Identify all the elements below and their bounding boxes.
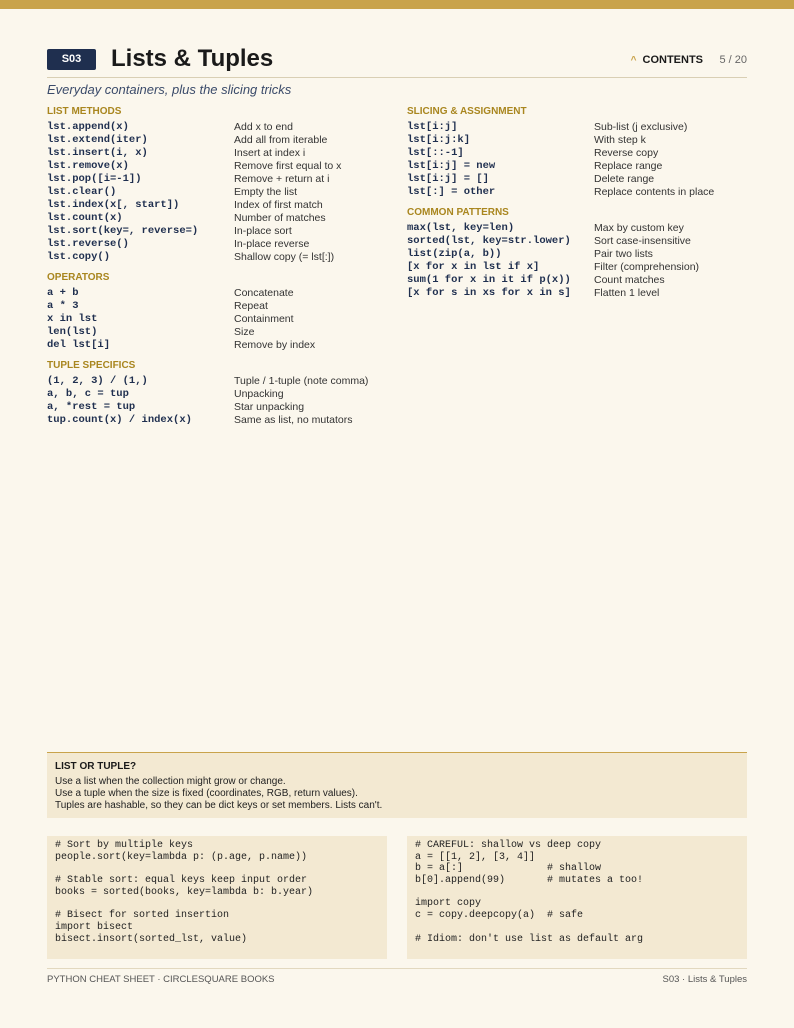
code-description: Number of matches: [234, 212, 326, 224]
code-line: # Bisect for sorted insertion: [55, 910, 230, 922]
code-snippet: lst.index(x[, start]): [47, 199, 180, 211]
reference-row: [47, 313, 387, 326]
reference-row: [47, 375, 387, 388]
reference-row: [47, 134, 387, 147]
reference-row: [47, 300, 387, 313]
reference-row: [407, 248, 747, 261]
reference-row: [407, 261, 747, 274]
code-example-right: [407, 836, 747, 959]
code-line: c = copy.deepcopy(a) # safe: [415, 910, 584, 922]
code-description: Empty the list: [234, 186, 298, 198]
code-line: [55, 863, 379, 875]
code-description: Size: [234, 326, 255, 338]
code-snippet: a, b, c = tup: [47, 388, 129, 400]
code-snippet: x in lst: [47, 313, 98, 325]
code-description: Reverse copy: [594, 147, 659, 159]
code-snippet: [x for s in xs for x in s]: [407, 287, 571, 299]
section-heading: TUPLE SPECIFICS: [47, 360, 136, 371]
section-badge: S03: [47, 49, 96, 70]
code-description: Unpacking: [234, 388, 284, 400]
code-snippet: lst[i:j] = new: [407, 160, 496, 172]
code-snippet: sorted(lst, key=str.lower): [407, 235, 571, 247]
page-number: 5 / 20: [719, 54, 747, 66]
page-footer: [47, 968, 747, 988]
code-line: [415, 887, 739, 899]
section-heading: SLICING & ASSIGNMENT: [407, 106, 527, 117]
code-description: Pair two lists: [594, 248, 653, 260]
reference-row: [407, 235, 747, 248]
reference-row: [47, 414, 387, 427]
section-heading: LIST METHODS: [47, 106, 122, 117]
code-description: Flatten 1 level: [594, 287, 660, 299]
code-line: bisect.insort(sorted_lst, value): [55, 933, 248, 945]
left-column: [47, 105, 387, 427]
reference-row: [47, 401, 387, 414]
code-description: Remove by index: [234, 339, 316, 351]
code-snippet: a + b: [47, 287, 79, 299]
reference-row: [407, 173, 747, 186]
reference-row: [47, 388, 387, 401]
code-description: In-place sort: [234, 225, 292, 237]
code-description: Star unpacking: [234, 401, 305, 413]
code-description: Replace range: [594, 160, 663, 172]
code-line: b = a[:] # shallow: [415, 863, 602, 875]
caret-up-icon: ^: [630, 55, 637, 66]
code-description: Max by custom key: [594, 222, 684, 234]
section-heading: COMMON PATTERNS: [407, 207, 509, 218]
reference-row: [47, 186, 387, 199]
footer-left: PYTHON CHEAT SHEET · CIRCLESQUARE BOOKS: [47, 974, 275, 985]
reference-row: [47, 326, 387, 339]
code-snippet: len(lst): [47, 326, 98, 338]
section-gap: [47, 352, 387, 359]
code-line: a = [[1, 2], [3, 4]]: [415, 851, 536, 863]
code-line: import copy: [415, 898, 482, 910]
code-snippet: list(zip(a, b)): [407, 248, 502, 260]
code-snippet: lst.pop([i=-1]): [47, 173, 142, 185]
code-snippet: lst.sort(key=, reverse=): [47, 225, 199, 237]
code-description: Replace contents in place: [594, 186, 715, 198]
reference-row: [407, 274, 747, 287]
reference-row: [407, 134, 747, 147]
code-description: Count matches: [594, 274, 665, 286]
code-line: import bisect: [55, 921, 134, 933]
code-description: Same as list, no mutators: [234, 414, 353, 426]
reference-row: [47, 225, 387, 238]
reference-row: [407, 147, 747, 160]
code-snippet: lst[i:j]: [407, 121, 458, 133]
page-header: [47, 44, 747, 78]
code-snippet: (1, 2, 3) / (1,): [47, 375, 148, 387]
code-snippet: lst.clear(): [47, 186, 117, 198]
code-snippet: del lst[i]: [47, 339, 111, 351]
code-description: In-place reverse: [234, 238, 310, 250]
page-title: Lists & Tuples: [111, 45, 274, 72]
code-snippet: lst.append(x): [47, 121, 129, 133]
code-snippet: lst[i:j:k]: [407, 134, 471, 146]
code-snippet: [x for x in lst if x]: [407, 261, 540, 273]
reference-row: [47, 199, 387, 212]
reference-row: [47, 121, 387, 134]
reference-row: [407, 186, 747, 199]
code-line: # Stable sort: equal keys keep input order: [55, 875, 308, 887]
code-description: Repeat: [234, 300, 268, 312]
reference-row: [47, 147, 387, 160]
note-line: Tuples are hashable, so they can be dict keys or set members. Lists can't.: [55, 800, 383, 811]
code-description: Shallow copy (= lst[:]): [234, 251, 335, 263]
code-snippet: max(lst, key=len): [407, 222, 515, 234]
code-snippet: sum(1 for x in it if p(x)): [407, 274, 571, 286]
code-description: Delete range: [594, 173, 655, 185]
code-description: Sub-list (j exclusive): [594, 121, 688, 133]
code-snippet: a, *rest = tup: [47, 401, 136, 413]
code-line: people.sort(key=lambda p: (p.age, p.name)): [55, 851, 308, 863]
code-description: Remove + return at i: [234, 173, 330, 185]
right-column: [407, 105, 747, 300]
code-description: Insert at index i: [234, 147, 306, 159]
reference-row: [47, 339, 387, 352]
code-line: books = sorted(books, key=lambda b: b.year): [55, 886, 314, 898]
code-snippet: lst.reverse(): [47, 238, 129, 250]
note-box: [47, 752, 747, 818]
code-snippet: a * 3: [47, 300, 79, 312]
code-snippet: lst[::-1]: [407, 147, 464, 159]
contents-link[interactable]: [631, 53, 703, 68]
code-snippet: lst.remove(x): [47, 160, 129, 172]
code-line: # CAREFUL: shallow vs deep copy: [415, 840, 602, 851]
reference-row: [407, 222, 747, 235]
code-description: Add all from iterable: [234, 134, 328, 146]
section-heading: OPERATORS: [47, 272, 110, 283]
reference-row: [47, 160, 387, 173]
code-snippet: lst.extend(iter): [47, 134, 148, 146]
note-line: Use a list when the collection might grow or change.: [55, 776, 286, 787]
section-gap: [47, 264, 387, 271]
code-snippet: lst[:] = other: [407, 186, 496, 198]
page-subtitle: Everyday containers, plus the slicing tricks: [47, 82, 292, 97]
code-line: # Idiom: don't use list as default arg: [415, 933, 644, 945]
reference-row: [407, 287, 747, 300]
code-line: b[0].append(99) # mutates a too!: [415, 875, 644, 887]
footer-right: S03 · Lists & Tuples: [662, 974, 747, 985]
code-description: Tuple / 1-tuple (note comma): [234, 375, 369, 387]
code-description: With step k: [594, 134, 646, 146]
code-snippet: tup.count(x) / index(x): [47, 414, 192, 426]
code-snippet: lst.insert(i, x): [47, 147, 148, 159]
reference-row: [47, 212, 387, 225]
note-title: LIST OR TUPLE?: [55, 761, 137, 772]
code-line: # Sort by multiple keys: [55, 840, 194, 851]
code-description: Filter (comprehension): [594, 261, 700, 273]
note-line: Use a tuple when the size is fixed (coordinates, RGB, return values).: [55, 788, 358, 799]
reference-row: [47, 251, 387, 264]
code-snippet: lst[i:j] = []: [407, 173, 489, 185]
contents-label: CONTENTS: [642, 54, 703, 66]
code-description: Add x to end: [234, 121, 293, 133]
reference-row: [407, 160, 747, 173]
reference-row: [47, 173, 387, 186]
code-description: Remove first equal to x: [234, 160, 342, 172]
reference-row: [47, 238, 387, 251]
code-example-left: [47, 836, 387, 959]
reference-row: [407, 121, 747, 134]
section-gap: [407, 199, 747, 206]
code-snippet: lst.copy(): [47, 251, 111, 263]
top-accent-bar: [0, 0, 794, 9]
code-description: Sort case-insensitive: [594, 235, 691, 247]
code-line: [55, 898, 379, 910]
code-description: Index of first match: [234, 199, 323, 211]
code-line: [415, 922, 739, 934]
code-description: Concatenate: [234, 287, 294, 299]
reference-row: [47, 287, 387, 300]
code-description: Containment: [234, 313, 294, 325]
code-snippet: lst.count(x): [47, 212, 123, 224]
